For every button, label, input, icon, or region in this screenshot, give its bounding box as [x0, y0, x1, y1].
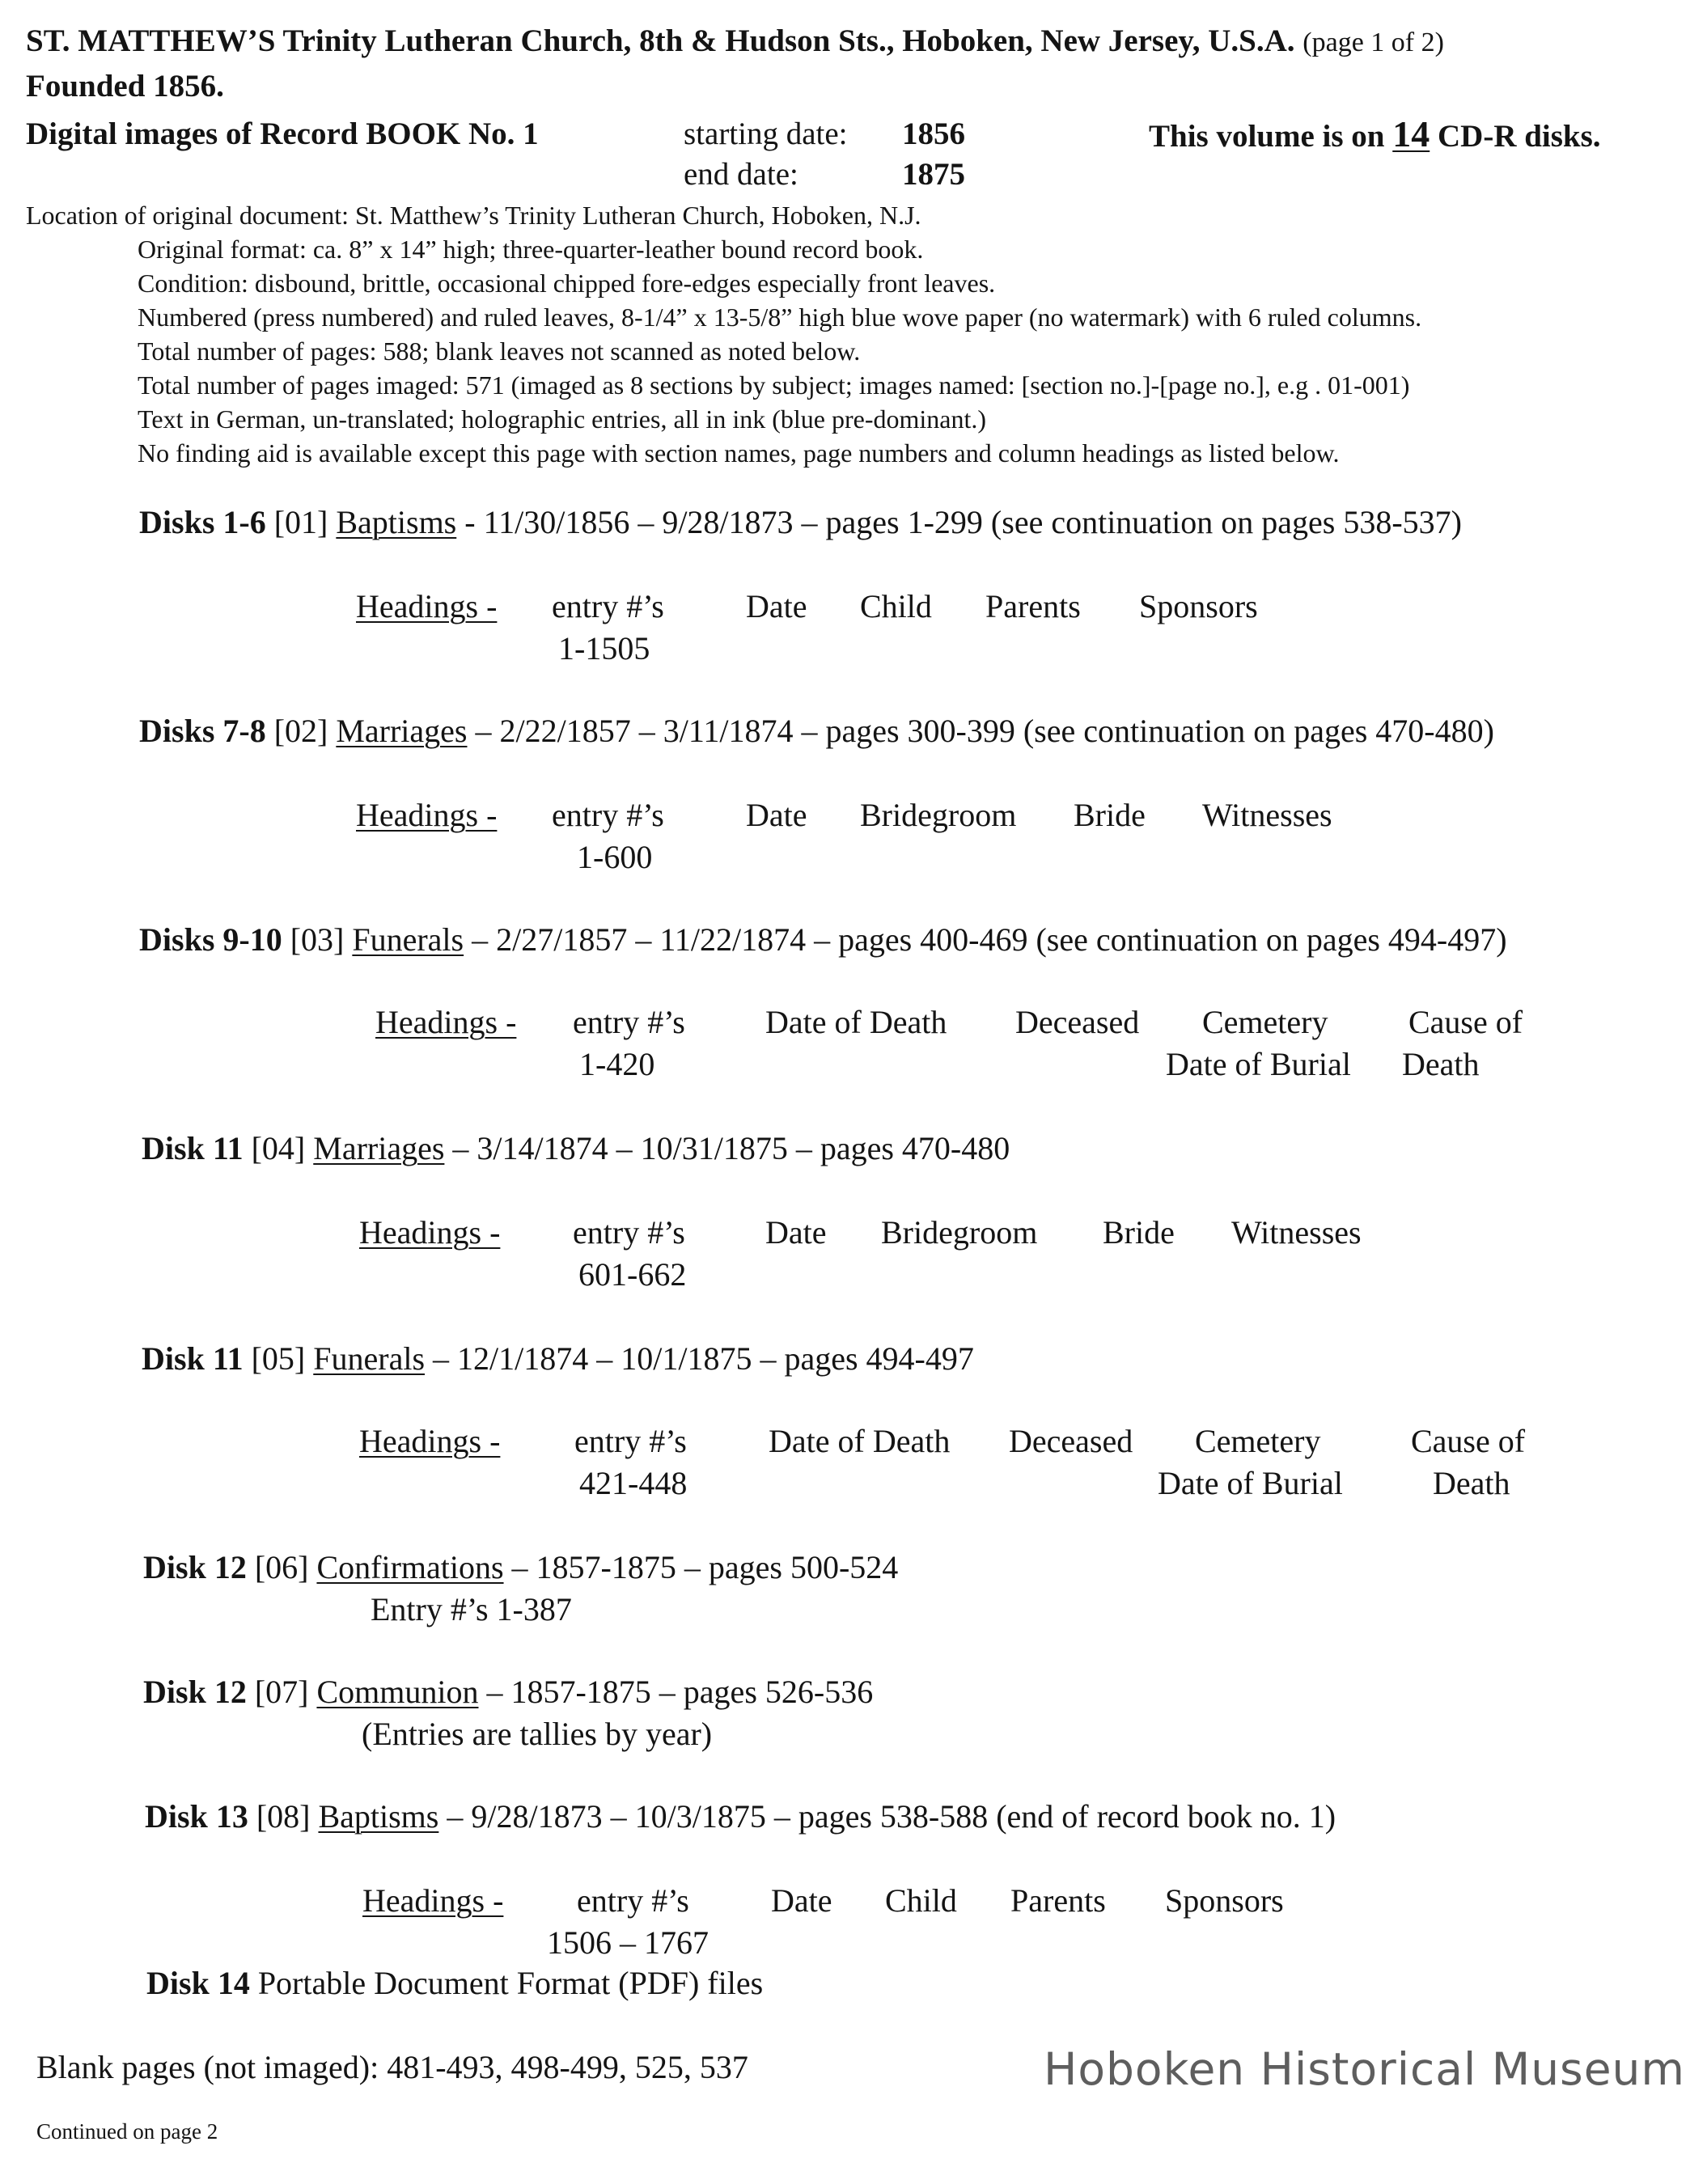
volume-note	[1149, 112, 1601, 155]
section-code: [06]	[254, 1549, 309, 1585]
col-heading: Date	[746, 588, 807, 624]
section-details: – 1857-1875 – pages 500-524	[511, 1549, 899, 1585]
section-disk: Disk 14	[146, 1965, 250, 2001]
location-line: Location of original document: St. Matthew’s Trinity Lutheran Church, Hoboken, N.J.	[26, 201, 921, 230]
title-text: ST. MATTHEW’S Trinity Lutheran Church, 8th & Hudson Sts., Hoboken, New Jersey, U.S.A.	[26, 23, 1295, 58]
section-line	[139, 921, 1507, 959]
col-heading: Bride	[1074, 797, 1146, 833]
volume-post: CD-R disks.	[1438, 119, 1601, 154]
section-details: Portable Document Format (PDF) files	[257, 1965, 764, 2001]
entry-range: 1-600	[577, 839, 653, 875]
col-heading: Witnesses	[1231, 1214, 1362, 1251]
section-line	[142, 1340, 974, 1378]
section-code: [04]	[251, 1130, 306, 1166]
col-heading: Date	[771, 1882, 832, 1919]
section-disk: Disk 12	[143, 1674, 247, 1710]
col-heading: Bride	[1103, 1214, 1175, 1251]
col-heading: Deceased	[1009, 1423, 1133, 1459]
section-disk: Disks 1-6	[139, 504, 266, 540]
section-line	[139, 712, 1494, 750]
section-line	[142, 1129, 1010, 1167]
section-line	[143, 1673, 873, 1711]
detail-line: Text in German, un-translated; holographic entries, all in ink (blue pre-dominant.)	[138, 404, 986, 434]
col-heading: Bridegroom	[860, 797, 1017, 833]
col-heading-line2: Death	[1433, 1465, 1510, 1501]
section-disk: Disk 11	[142, 1340, 244, 1377]
col-heading: Cemetery	[1195, 1423, 1321, 1459]
headings-label: Headings -	[359, 1214, 501, 1251]
col-heading: Bridegroom	[881, 1214, 1038, 1251]
section-disk: Disks 7-8	[139, 713, 266, 749]
col-entry: entry #’s	[573, 1004, 685, 1040]
document-title	[26, 23, 1444, 59]
section-subject: Confirmations	[316, 1549, 504, 1585]
section-subject: Marriages	[313, 1130, 445, 1166]
col-heading: Cause of	[1411, 1423, 1526, 1459]
section-details: – 2/22/1857 – 3/11/1874 – pages 300-399 (see continuation on pages 470-480)	[475, 713, 1494, 749]
col-heading: Date of Death	[765, 1004, 947, 1040]
section-code: [03]	[290, 921, 345, 958]
section-subject: Funerals	[352, 921, 464, 958]
section-code: [01]	[273, 504, 328, 540]
section-subject: Baptisms	[336, 504, 457, 540]
section-details: – 2/27/1857 – 11/22/1874 – pages 400-469 (see continuation on pages 494-497)	[472, 921, 1507, 958]
section-disk: Disks 9-10	[139, 921, 282, 958]
end-date-label: end date:	[684, 157, 798, 192]
col-heading: Date	[746, 797, 807, 833]
col-entry: entry #’s	[574, 1423, 687, 1459]
section-disk: Disk 13	[145, 1798, 248, 1835]
section-code: [07]	[254, 1674, 309, 1710]
headings-label	[358, 1003, 516, 1041]
col-heading: Cemetery	[1202, 1004, 1328, 1040]
start-date-label: starting date:	[684, 116, 848, 151]
col-heading: Child	[885, 1882, 957, 1919]
detail-line: Numbered (press numbered) and ruled leaves, 8-1/4” x 13-5/8” high blue wove paper (no watermark) with 6 ruled columns.	[138, 303, 1422, 332]
section-code: [02]	[273, 713, 328, 749]
detail-line: Original format: ca. 8” x 14” high; three-quarter-leather bound record book.	[138, 235, 924, 264]
col-heading: Parents	[985, 588, 1081, 624]
section-disk: Disk 11	[142, 1130, 244, 1166]
section-code: [08]	[256, 1798, 311, 1835]
col-heading-line2: Date of Burial	[1158, 1465, 1343, 1501]
section-line	[143, 1548, 898, 1586]
detail-line: Total number of pages: 588; blank leaves not scanned as noted below.	[138, 336, 861, 366]
entry-range: 1-1505	[558, 630, 650, 667]
col-heading-line2: Death	[1402, 1046, 1480, 1082]
col-heading-line2: Date of Burial	[1166, 1046, 1351, 1082]
end-date-value: 1875	[902, 157, 965, 192]
headings-label: Headings -	[356, 797, 498, 833]
section-code: [05]	[251, 1340, 306, 1377]
headings-label: Headings -	[362, 1882, 504, 1919]
section-line	[146, 1964, 763, 2002]
headings-label-text: Headings -	[375, 1004, 517, 1040]
detail-line: No finding aid is available except this page with section names, page numbers and column headings as listed below.	[138, 438, 1340, 468]
continued-note: Continued on page 2	[36, 2119, 218, 2144]
section-line	[139, 503, 1462, 541]
entry-range: 601-662	[578, 1256, 687, 1293]
col-entry: entry #’s	[552, 797, 664, 833]
section-subject: Marriages	[336, 713, 468, 749]
col-heading: Cause of	[1408, 1004, 1523, 1040]
page-note: (page 1 of 2)	[1302, 28, 1444, 57]
section-note: (Entries are tallies by year)	[362, 1716, 713, 1752]
section-details: – 12/1/1874 – 10/1/1875 – pages 494-497	[433, 1340, 974, 1377]
founded-line: Founded 1856.	[26, 69, 224, 104]
headings-label: Headings -	[359, 1423, 501, 1459]
museum-watermark: Hoboken Historical Museum	[1044, 2043, 1685, 2095]
entry-range: 421-448	[579, 1465, 688, 1501]
col-heading: Date	[765, 1214, 827, 1251]
volume-count: 14	[1392, 113, 1430, 154]
detail-line: Total number of pages imaged: 571 (imaged as 8 sections by subject; images named: [section no.]-[page no.], e.g . 01-001)	[138, 370, 1410, 400]
col-heading: Child	[860, 588, 932, 624]
col-heading: Sponsors	[1165, 1882, 1284, 1919]
entry-range: 1506 – 1767	[547, 1924, 709, 1961]
book-title: Digital images of Record BOOK No. 1	[26, 116, 539, 151]
col-heading: Deceased	[1015, 1004, 1140, 1040]
detail-line: Condition: disbound, brittle, occasional chipped fore-edges especially front leaves.	[138, 269, 996, 298]
section-subject: Communion	[316, 1674, 479, 1710]
section-subject: Funerals	[313, 1340, 426, 1377]
section-disk: Disk 12	[143, 1549, 247, 1585]
section-line	[145, 1797, 1336, 1835]
col-heading: Date of Death	[769, 1423, 951, 1459]
section-details: – 9/28/1873 – 10/3/1875 – pages 538-588 (end of record book no. 1)	[447, 1798, 1336, 1835]
col-entry: entry #’s	[577, 1882, 689, 1919]
headings-label: Headings -	[356, 588, 498, 624]
section-details: – 3/14/1874 – 10/31/1875 – pages 470-480	[452, 1130, 1010, 1166]
col-entry: entry #’s	[573, 1214, 685, 1251]
col-entry: entry #’s	[552, 588, 664, 624]
blank-pages-note: Blank pages (not imaged): 481-493, 498-499, 525, 537	[36, 2049, 748, 2085]
col-heading: Sponsors	[1139, 588, 1258, 624]
entry-range: 1-420	[579, 1046, 655, 1082]
section-subject: Baptisms	[318, 1798, 439, 1835]
section-note: Entry #’s 1-387	[371, 1591, 572, 1627]
start-date-value: 1856	[902, 116, 965, 151]
col-heading: Witnesses	[1202, 797, 1332, 833]
section-details: - 11/30/1856 – 9/28/1873 – pages 1-299 (see continuation on pages 538-537)	[464, 504, 1463, 540]
section-details: – 1857-1875 – pages 526-536	[486, 1674, 874, 1710]
col-heading: Parents	[1010, 1882, 1106, 1919]
volume-pre: This volume is on	[1149, 119, 1385, 154]
